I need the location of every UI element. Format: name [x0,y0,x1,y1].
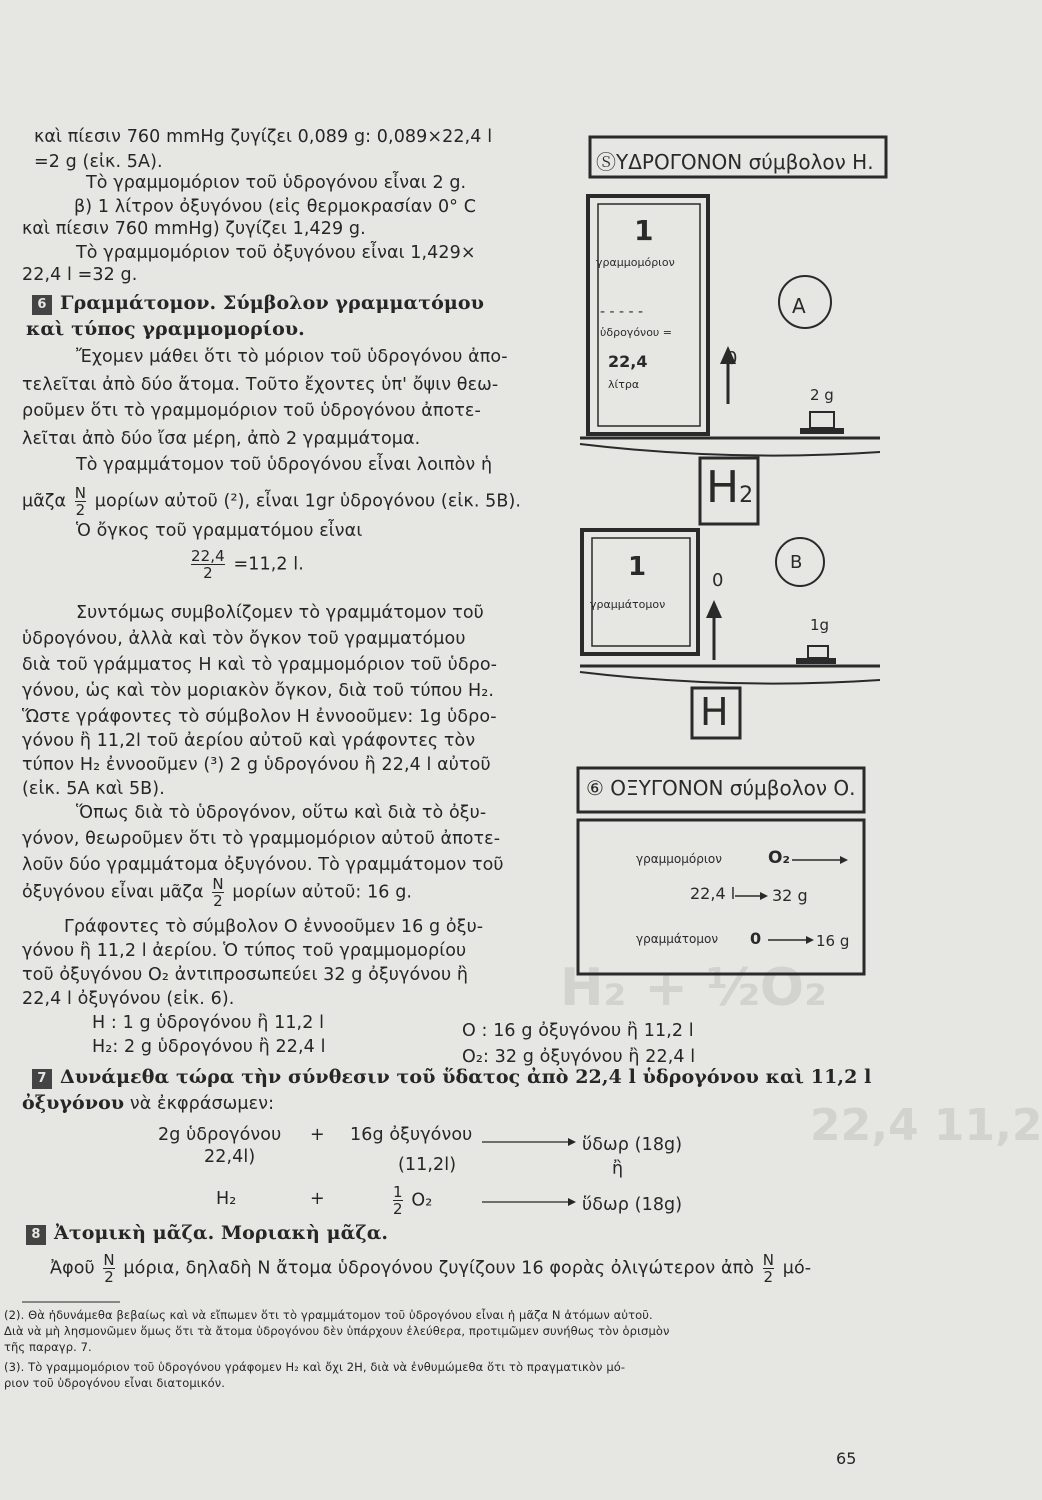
text-line: τοῦ ὀξυγόνου O₂ ἀντιπροσωπεύει 32 g ὀξυγόνου ἢ [22,965,469,985]
text-line: 22,4 l ὀξυγόνου (εἰκ. 6). [22,989,235,1009]
text: Ἀφοῦ [50,1258,95,1279]
text: μορίων αὐτοῦ (²), εἶναι 1gr ὑδρογόνου (εἰκ. 5Β). [94,491,522,512]
summary-h: Η : 1 g ὑδρογόνου ἢ 11,2 l [92,1013,325,1033]
text-line: Γράφοντες τὸ σύμβολον Ο ἐννοοῦμεν 16 g ὀξυ- [64,917,484,937]
box-b-label: γραμμάτομον [590,598,666,611]
text-line: Τὸ γραμμομόριον τοῦ ὑδρογόνου εἶναι 2 g. [86,173,467,193]
text-line: διὰ τοῦ γράμματος Η καὶ τὸ γραμμομόριον τοῦ ὑδρο- [22,655,498,675]
equation-plus: + [310,1125,325,1145]
box-b-number: 1 [628,552,647,582]
numerator: N [762,1251,775,1269]
equation-h2: H₂ [216,1189,237,1209]
denominator: 2 [203,564,213,582]
text: =11,2 l. [233,554,304,575]
arrow-head [840,856,848,864]
denominator: 2 [213,892,223,910]
numerator: 1 [393,1183,403,1201]
equation-reactant-h: 2g ὑδρογόνου [158,1125,282,1145]
summary-h2: H₂: 2 g ὑδρογόνου ἢ 22,4 l [92,1037,326,1057]
figure-5-title: ⓈΥΔΡΟΓΟΝΟΝ σύμβολον Η. [596,150,874,174]
denominator: 2 [104,1268,114,1286]
text-line: Συντόμως συμβολίζομεν τὸ γραμμάτομον τοῦ [76,603,484,623]
footnote-3-line2: ριον τοῦ ὑδρογόνου εἶναι διατομικόν. [4,1376,226,1390]
equation-volume-h: 22,4l) [204,1147,256,1167]
equation-reactant-o: 16g ὀξυγόνου [350,1125,473,1145]
heading-text: ὀξυγόνου [22,1092,125,1114]
weight-b-label: 1g [810,616,830,634]
section-title: Δυνάμεθα τώρα τὴν σύνθεσιν τοῦ ὕδατος ἀπὸ 22,4 l ὑδρογόνου καὶ 11,2 l [60,1066,872,1088]
arrow-head [760,892,768,900]
box-a-number: 1 [634,214,654,247]
oxygen-atom-mass: 16 g [816,932,850,950]
oxygen-atom-formula: 0 [750,929,762,948]
text-line: Ὅπως διὰ τὸ ὑδρογόνον, οὕτω καὶ διὰ τὸ ὀξυ- [76,803,487,823]
oxygen-mass: 32 g [772,886,808,905]
weight-a-label: 2 g [810,386,834,404]
symbol-letter: H [706,462,740,513]
summary-o2: O₂: 32 g ὀξυγόνου ἢ 22,4 l [462,1047,696,1067]
numerator: 22,4 [191,547,225,565]
numerator: N [74,484,87,502]
equation-volume-o: (11,2l) [398,1155,457,1175]
section-title: Ἀτομικὴ μᾶζα. Μοριακὴ μᾶζα. [54,1222,389,1244]
text-line: Τὸ γραμμομόριον τοῦ ὀξυγόνου εἶναι 1,429× [76,243,476,263]
text: μᾶζα [22,491,67,512]
oxygen-mol-label: γραμμομόριον [636,852,722,866]
text-line: =2 g (εἰκ. 5Α). [34,152,163,172]
text-line: τύπον H₂ ἐννοοῦμεν (³) 2 g ὑδρογόνου ἢ 22,4 l αὐτοῦ [22,755,491,775]
text-line: γόνου ἢ 11,2l τοῦ ἀερίου αὐτοῦ καὶ γράφοντες τὸν [22,731,476,751]
text-line: καὶ πίεσιν 760 mmHg) ζυγίζει 1,429 g. [22,219,366,239]
text: νὰ ἐκφράσωμεν: [129,1094,275,1114]
bleed-through-numbers: 22,4 11,2 [810,1100,1042,1151]
denominator: 2 [75,501,86,519]
bleed-through-formula: H₂ + ½O₂ [560,958,827,1018]
section-6-heading-cont: καὶ τύπος γραμμομορίου. [26,318,305,340]
box-a-dashes: - - - - - [600,304,644,320]
equation-product: ὕδωρ (18g) [582,1135,683,1155]
symbol-subscript: 2 [739,483,754,508]
text-line: ὑδρογόνου, ἀλλὰ καὶ τὸν ὄγκον τοῦ γραμματόμου [22,629,466,649]
text-line: γόνου, ὡς καὶ τὸν μοριακὸν ὄγκον, διὰ τοῦ τύπου H₂. [22,681,495,701]
footnote-2-line3: τῆς παραγρ. 7. [4,1340,92,1354]
numerator: N [103,1251,115,1269]
box-a-unit: λίτρα [608,378,640,391]
scale-zero-a: 0 [726,348,738,369]
text-line: λεῖται ἀπὸ δύο ἴσα μέρη, ἀπὸ 2 γραμμάτομα. [22,429,421,449]
equation-plus: + [310,1189,325,1209]
numerator: N [212,875,224,893]
section-number: 7 [32,1069,52,1089]
page-number: 65 [836,1449,857,1468]
text-line: Ἔχομεν μάθει ὅτι τὸ μόριον τοῦ ὑδρογόνου ἀπο- [76,347,508,367]
text-line: γόνον, θεωροῦμεν ὅτι τὸ γραμμομόριον αὐτοῦ ἀποτε- [22,829,501,849]
oxygen-volume: 22,4 l [690,884,736,903]
text: O₂ [411,1190,433,1211]
section-number: 6 [32,295,52,315]
text: ὀξυγόνου εἶναι μᾶζα [22,882,204,903]
text-line: λοῦν δύο γραμμάτομα ὀξυγόνου. Τὸ γραμμάτομον τοῦ [22,855,504,875]
text: μόρια, δηλαδὴ Ν ἄτομα ὑδρογόνου ζυγίζουν 16 φορὰς ὀλιγώτερον ἀπὸ [123,1258,755,1279]
text: μό- [782,1258,812,1279]
footnote-3-line1: (3). Τὸ γραμμομόριον τοῦ ὑδρογόνου γράφομεν H₂ καὶ ὄχι 2H, διὰ νὰ ἐνθυμώμεθα ὅτι τὸ πραγματικὸν μό- [4,1360,626,1374]
section-number: 8 [26,1225,46,1245]
text-line: τελεῖται ἀπὸ δύο ἄτομα. Τοῦτο ἔχοντες ὑπ' ὄψιν θεω- [22,375,499,395]
footnote-2-line2: Διὰ νὰ μὴ λησμονῶμεν ὅμως ὅτι τὰ ἄτομα ὑδρογόνου δὲν ὑπάρχουν ἐλεύθερα, προτιμῶμεν συνήθως τὸν ὁρισμὸν [4,1324,670,1338]
denominator: 2 [393,1200,403,1218]
text: μορίων αὐτοῦ: 16 g. [232,882,413,903]
box-a-label: γραμμομόριον [596,256,675,269]
summary-o: Ο : 16 g ὀξυγόνου ἢ 11,2 l [462,1021,694,1041]
text-line: Ὁ ὄγκος τοῦ γραμματόμου εἶναι [76,521,363,541]
h-symbol: H [700,690,729,734]
oxygen-atom-label: γραμμάτομον [636,932,719,946]
scale-zero-b: 0 [712,570,724,591]
oxygen-mol-formula: O₂ [768,848,790,868]
text-line: Τὸ γραμμάτομον τοῦ ὑδρογόνου εἶναι λοιπὸν ἡ [76,455,493,475]
text-line: 22,4 l =32 g. [22,265,138,285]
text-line: καὶ πίεσιν 760 mmHg ζυγίζει 0,089 g: 0,089×22,4 l [34,127,493,147]
circle-a-letter: A [792,294,806,318]
equation-or: ἢ [612,1159,624,1179]
footnote-2-line1: (2). Θὰ ἠδυνάμεθα βεβαίως καὶ νὰ εἴπωμεν ὅτι τὸ γραμμάτομον τοῦ ὑδρογόνου εἶναι ἡ μᾶζα Ν ἀτόμων αὐτοῦ. [4,1308,653,1322]
box-a-volume: 22,4 [608,352,648,371]
text-line: γόνου ἢ 11,2 l ἀερίου. Ὁ τύπος τοῦ γραμμομορίου [22,941,467,961]
denominator: 2 [763,1268,774,1286]
section-title: Γραμμάτομον. Σύμβολον γραμματόμου [60,292,484,314]
figure-6-title: ⑥ ΟΞΥΓΟΝΟΝ σύμβολον Ο. [586,776,856,800]
equation-product: ὕδωρ (18g) [582,1195,683,1215]
text-line: ροῦμεν ὅτι τὸ γραμμομόριον τοῦ ὑδρογόνου ἀποτε- [22,401,481,421]
box-a-hydrogen: ὑδρογόνου = [600,326,672,339]
text-line: Ὥστε γράφοντες τὸ σύμβολον Η ἐννοοῦμεν: 1g ὑδρο- [22,707,497,727]
circle-b-letter: B [790,552,803,573]
arrow-head [806,936,814,944]
text-line: (εἰκ. 5Α καὶ 5Β). [22,779,165,799]
text-line: β) 1 λίτρον ὀξυγόνου (εἰς θερμοκρασίαν 0° C [74,197,477,217]
